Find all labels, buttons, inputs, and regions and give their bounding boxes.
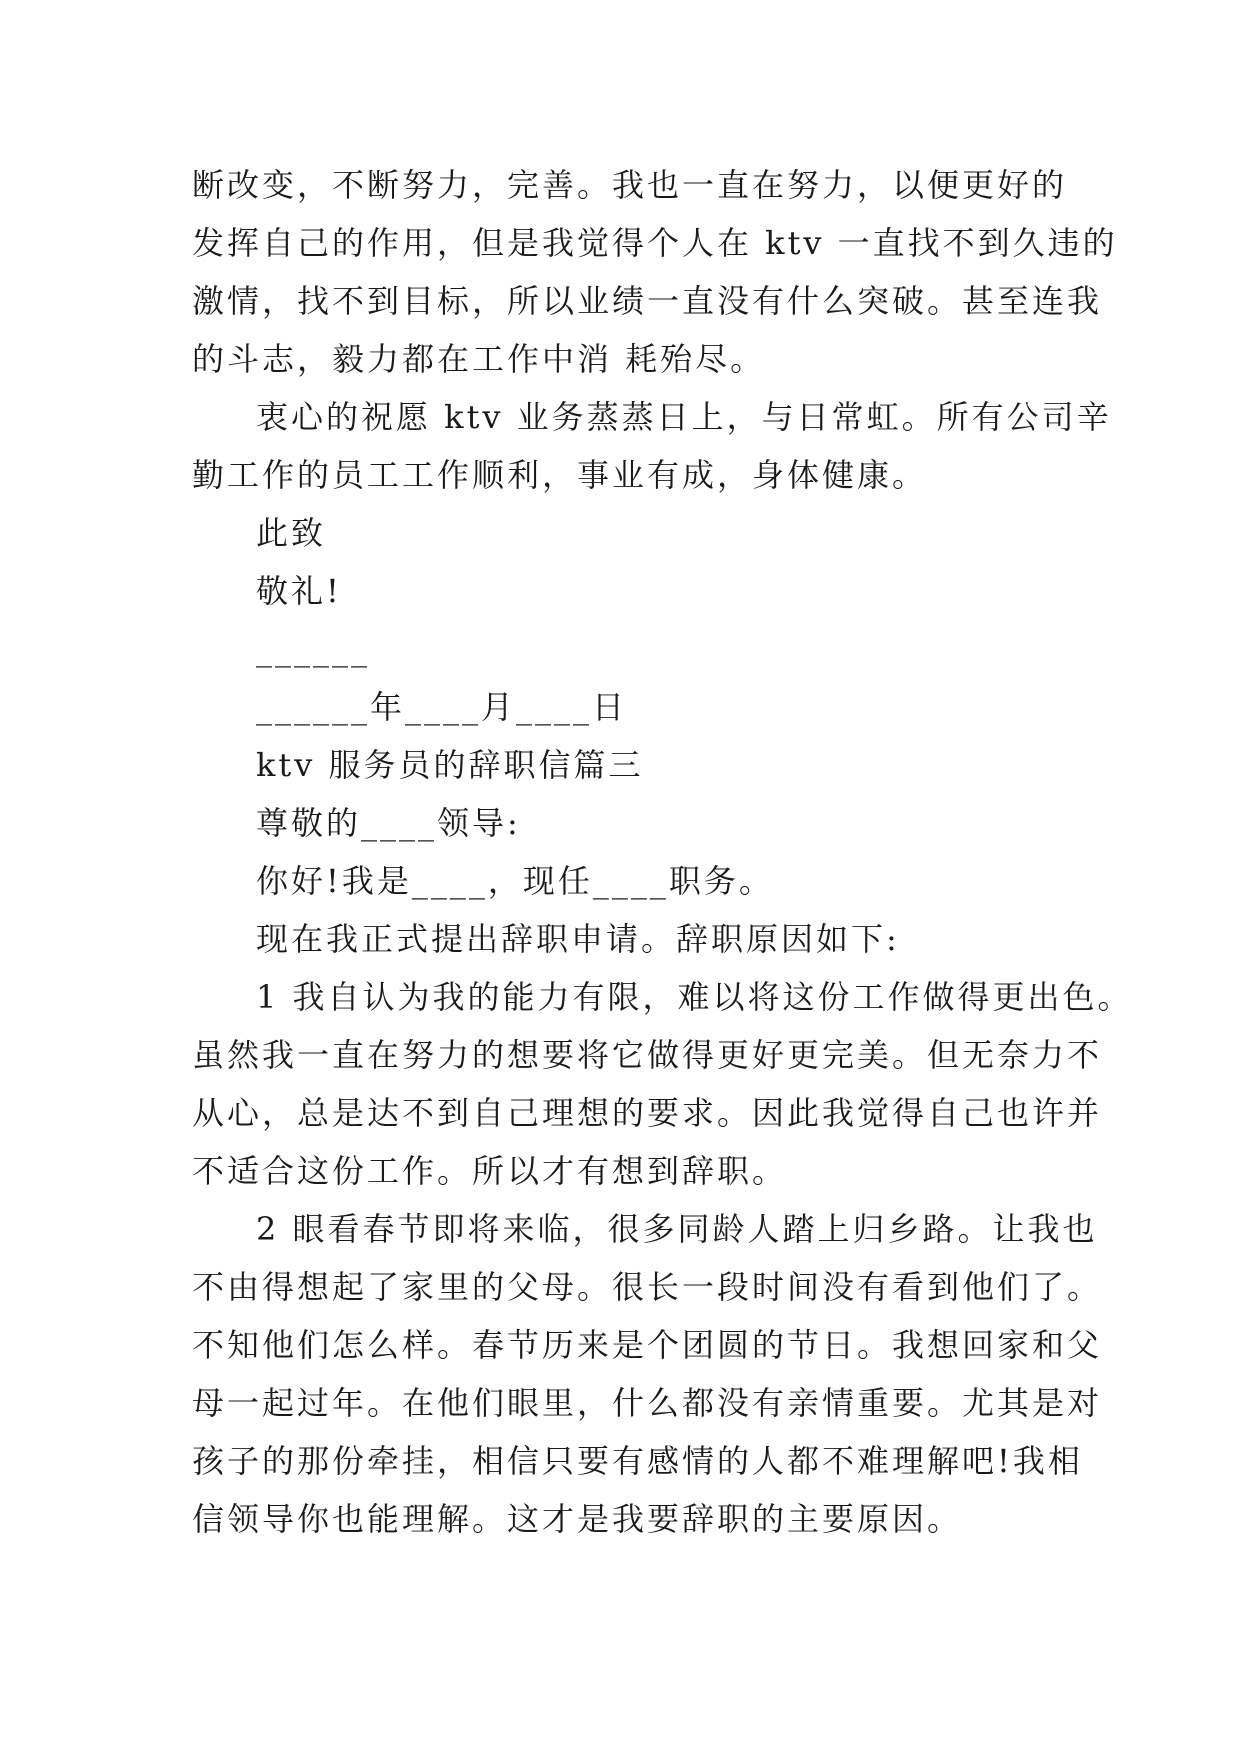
- section-title: ktv 服务员的辞职信篇三: [256, 746, 644, 784]
- paragraph-line: 你好!我是____，现任____职务。: [256, 862, 774, 900]
- paragraph-line: 的斗志，毅力都在工作中消 耗殆尽。: [192, 340, 766, 378]
- paragraph-line: 勤工作的员工工作顺利，事业有成，身体健康。: [192, 456, 928, 494]
- paragraph-line: 从心，总是达不到自己理想的要求。因此我觉得自己也许并: [192, 1094, 1103, 1132]
- paragraph-line: 现在我正式提出辞职申请。辞职原因如下:: [256, 920, 900, 958]
- paragraph-line: 不适合这份工作。所以才有想到辞职。: [192, 1152, 788, 1190]
- paragraph-line: 虽然我一直在努力的想要将它做得更好更完美。但无奈力不: [192, 1036, 1103, 1074]
- paragraph-line: 孩子的那份牵挂，相信只要有感情的人都不难理解吧!我相: [192, 1442, 1083, 1480]
- closing-regards: 敬礼!: [256, 572, 342, 610]
- closing-salutation: 此致: [256, 514, 327, 552]
- paragraph-line: 激情，找不到目标，所以业绩一直没有什么突破。甚至连我: [192, 282, 1103, 320]
- paragraph-line: 断改变，不断努力，完善。我也一直在努力，以便更好的: [192, 166, 1068, 204]
- paragraph-line: 1 我自认为我的能力有限，难以将这份工作做得更出色。: [256, 978, 1133, 1016]
- paragraph-line: 不由得想起了家里的父母。很长一段时间没有看到他们了。: [192, 1268, 1103, 1306]
- paragraph-line: 不知他们怎么样。春节历来是个团圆的节日。我想回家和父: [192, 1326, 1103, 1364]
- paragraph-line: 信领导你也能理解。这才是我要辞职的主要原因。: [192, 1500, 963, 1538]
- signature-blank: ______: [256, 630, 370, 668]
- paragraph-line: 2 眼看春节即将来临，很多同龄人踏上归乡路。让我也: [256, 1210, 1098, 1248]
- document-body: [192, 156, 1133, 1548]
- paragraph-line: 发挥自己的作用，但是我觉得个人在 ktv 一直找不到久违的: [192, 224, 1118, 262]
- paragraph-line: 母一起过年。在他们眼里，什么都没有亲情重要。尤其是对: [192, 1384, 1103, 1422]
- letter-greeting: 尊敬的____领导:: [256, 804, 521, 842]
- paragraph-line: 衷心的祝愿 ktv 业务蒸蒸日上，与日常虹。所有公司辛: [256, 398, 1112, 436]
- date-blank: ______年____月____日: [256, 688, 628, 726]
